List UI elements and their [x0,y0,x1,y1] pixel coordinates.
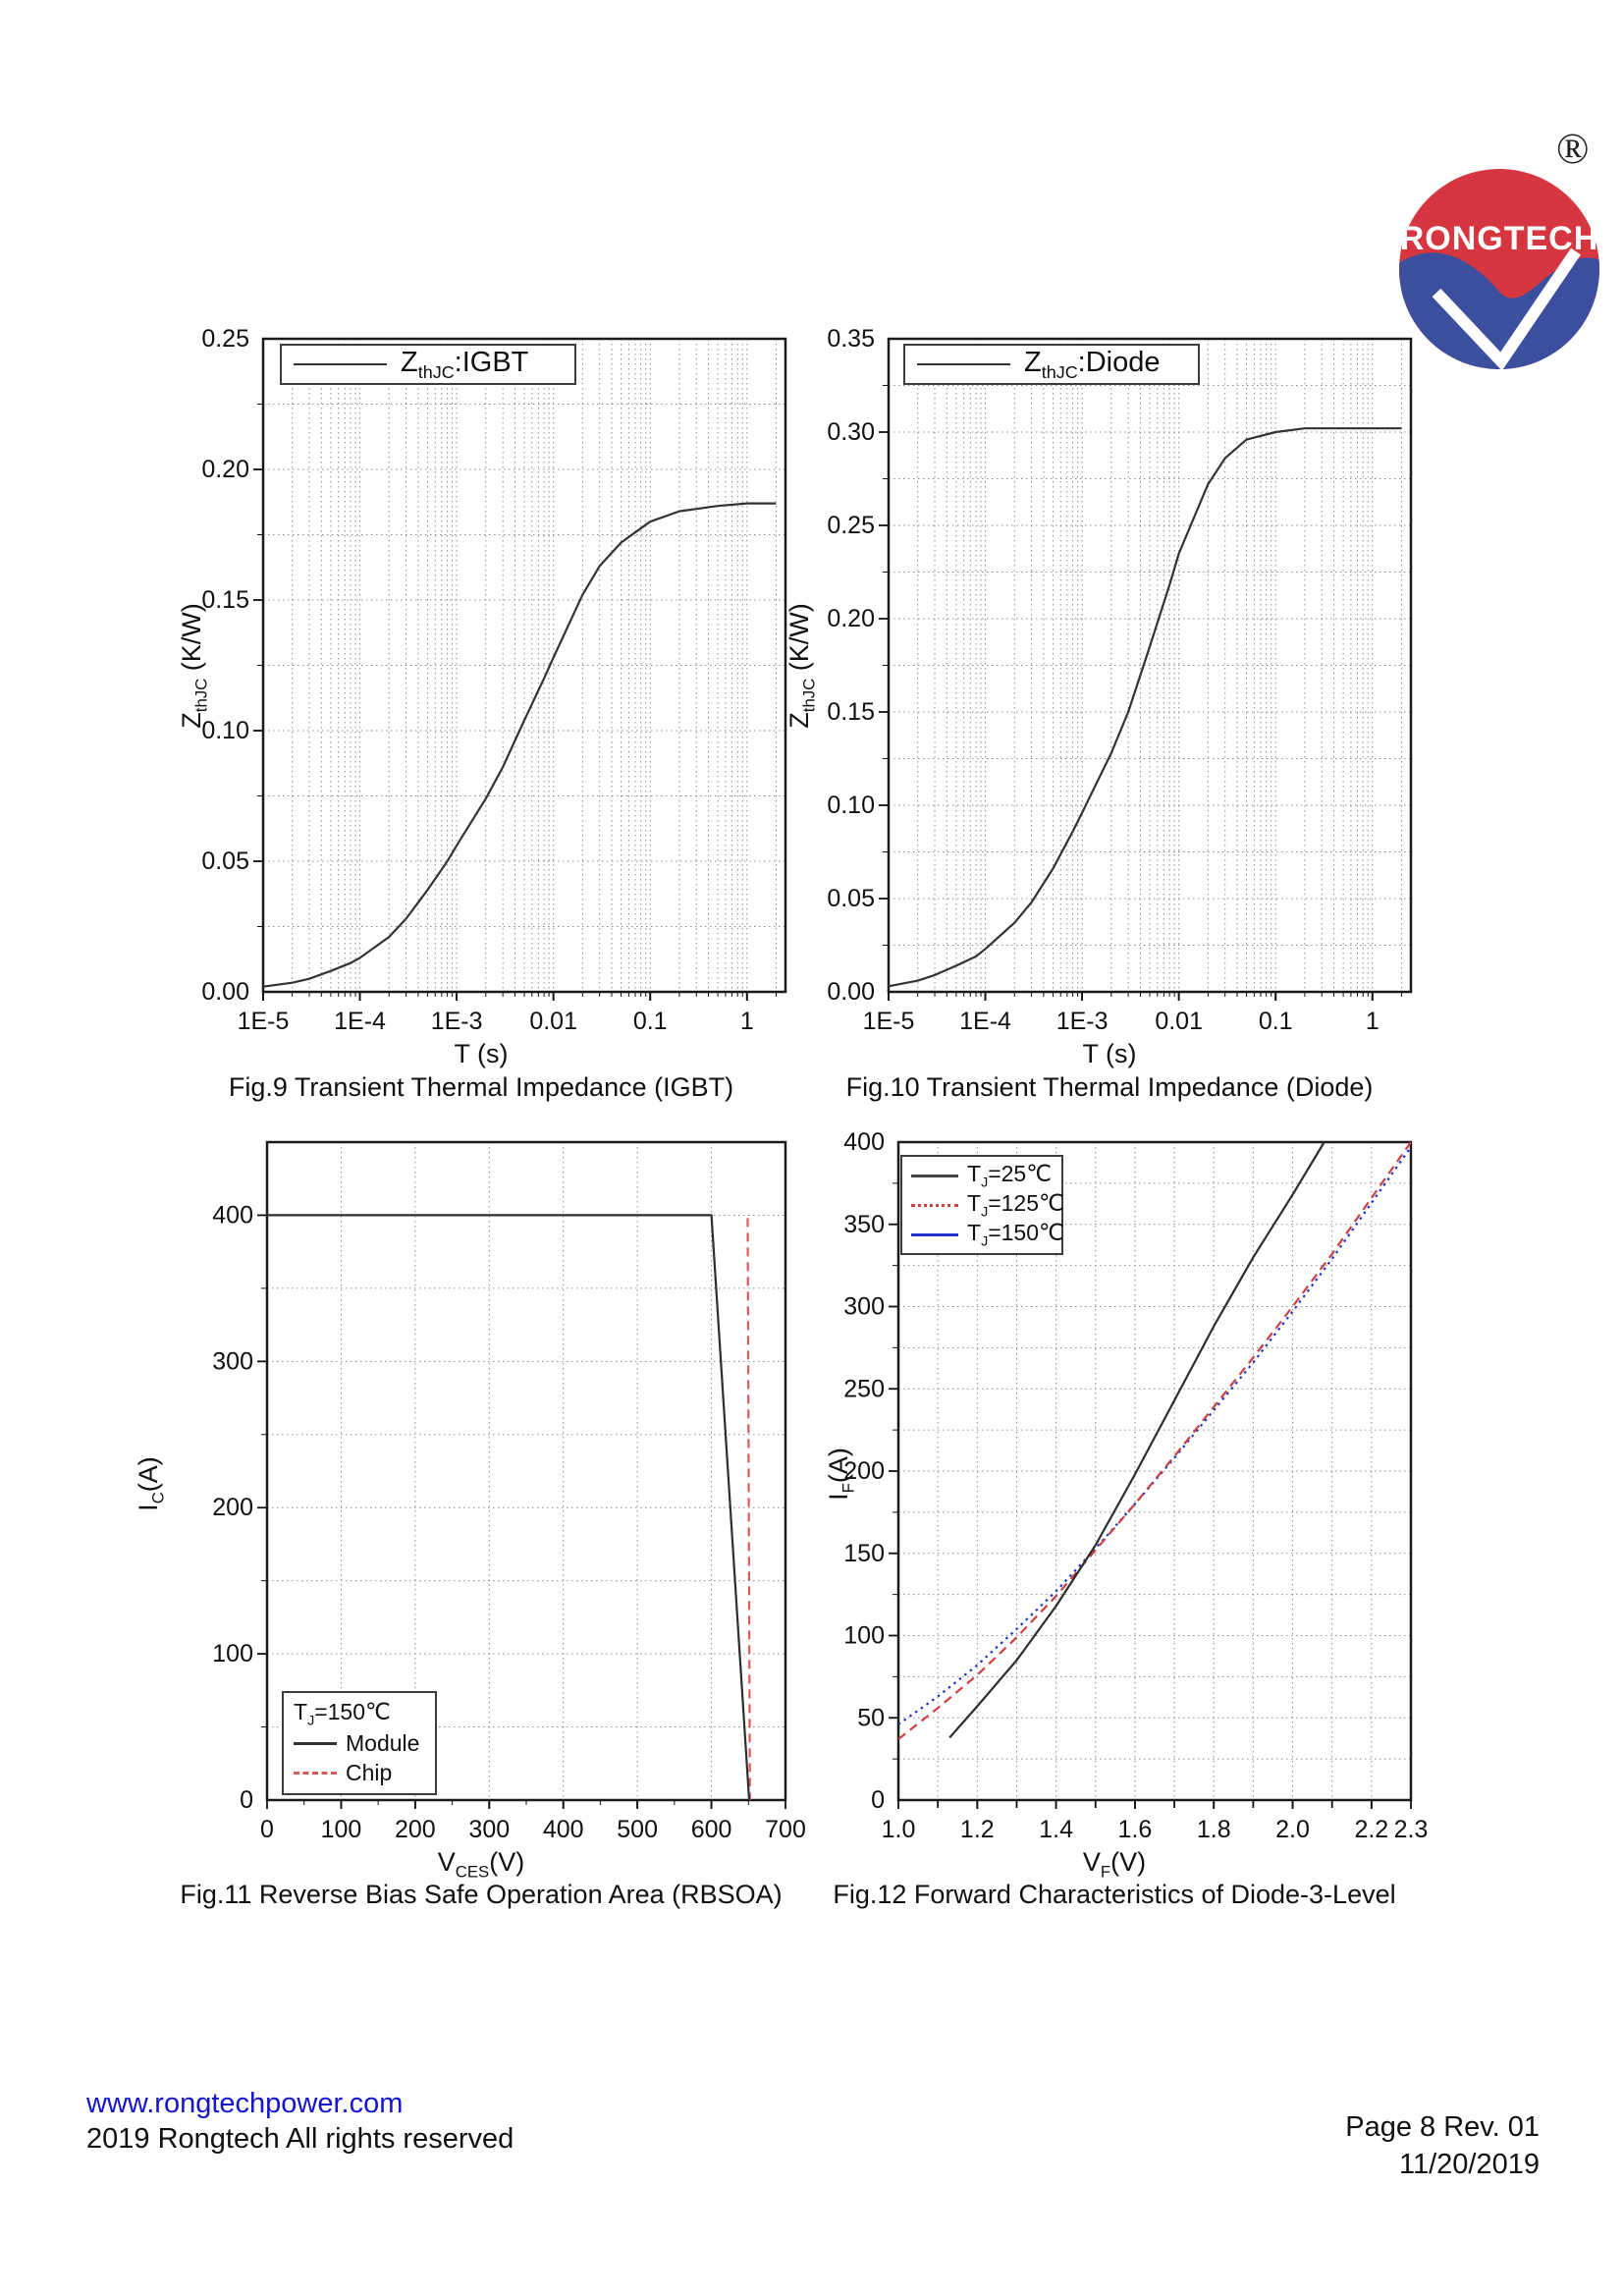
fig12-legend-item-150c: $T_J=150℃$ [911,1220,1053,1249]
svg-text:50: 50 [857,1704,885,1732]
fig12-x-axis-title: $V_F(V)$ [1082,1847,1147,1882]
fig12-caption: Fig.12 Forward Characteristics of Diode-3-Level [833,1880,1396,1909]
fig10-plot [776,324,1443,1056]
svg-text:400: 400 [542,1816,584,1843]
fig11-y-axis-title: $I_C(A)$ [134,1456,168,1511]
svg-text:0.00: 0.00 [201,978,249,1006]
svg-text:0: 0 [260,1816,274,1843]
svg-text:300: 300 [212,1347,253,1376]
svg-text:2.3: 2.3 [1393,1816,1429,1843]
svg-text:400: 400 [212,1201,253,1230]
svg-text:1E-4: 1E-4 [959,1008,1011,1035]
svg-text:0.20: 0.20 [201,456,249,483]
fig10-legend [903,344,1200,385]
svg-text:0.25: 0.25 [827,512,875,539]
svg-text:0: 0 [871,1786,885,1814]
svg-text:1E-5: 1E-5 [862,1008,915,1035]
svg-text:500: 500 [617,1816,659,1843]
svg-text:0.01: 0.01 [1155,1008,1204,1035]
svg-text:700: 700 [765,1816,806,1843]
svg-text:0.15: 0.15 [201,586,249,614]
svg-text:0: 0 [240,1786,253,1814]
fig9-legend [280,344,576,385]
svg-text:300: 300 [843,1292,885,1321]
fig9-legend-line-swatch [294,363,387,365]
fig9-y-axis-title: $Z_{thJC}$ (K/W) [177,603,211,729]
svg-text:1E-5: 1E-5 [237,1008,290,1035]
svg-text:0.15: 0.15 [827,698,875,726]
svg-text:1.2: 1.2 [959,1816,995,1843]
svg-text:1E-3: 1E-3 [1055,1008,1109,1035]
chart-fig12 [781,1127,1448,1933]
svg-text:600: 600 [690,1816,732,1843]
svg-text:100: 100 [212,1640,253,1668]
svg-text:1.6: 1.6 [1117,1816,1153,1843]
svg-text:0.10: 0.10 [827,792,875,819]
fig12-legend [900,1155,1063,1255]
fig11-legend [282,1691,437,1795]
tj25-line-swatch [911,1175,958,1177]
svg-text:0.10: 0.10 [201,717,249,744]
svg-text:250: 250 [843,1375,885,1403]
svg-text:0.00: 0.00 [827,978,875,1006]
fig10-y-axis-title: $Z_{thJC}$ (K/W) [784,603,819,729]
svg-text:0.1: 0.1 [1258,1008,1293,1035]
svg-text:350: 350 [843,1210,885,1238]
svg-text:1.8: 1.8 [1196,1816,1231,1843]
svg-text:200: 200 [843,1457,885,1485]
module-label: Module [346,1729,420,1756]
chart-fig11 [134,1127,815,1933]
website-link[interactable]: www.rongtechpower.com [86,2088,404,2119]
svg-text:200: 200 [212,1494,253,1522]
svg-text:0.05: 0.05 [827,885,875,912]
fig11-caption: Fig.11 Reverse Bias Safe Operation Area (RBSOA) [180,1880,783,1909]
module-line-swatch [294,1742,337,1745]
page-info: Page 8 Rev. 01 [1345,2111,1540,2143]
svg-text:1: 1 [1365,1008,1380,1035]
svg-text:0.30: 0.30 [827,418,875,446]
fig9-plot [147,324,819,1056]
svg-text:1.4: 1.4 [1039,1816,1073,1843]
svg-text:1E-3: 1E-3 [430,1008,483,1035]
chip-line-swatch [294,1772,337,1775]
registered-trademark-icon: ® [1556,125,1590,173]
series-ZthJC:Diode [889,428,1401,986]
svg-text:200: 200 [394,1816,436,1843]
fig11-x-axis-title: $V_{CES}(V)$ [437,1847,525,1882]
tj125-line-swatch [911,1204,958,1207]
series-Chip [748,1218,750,1800]
svg-text:2.2: 2.2 [1354,1816,1389,1843]
tj150-line-swatch [911,1233,958,1236]
chip-label: Chip [346,1759,393,1785]
revision-date: 11/20/2019 [1399,2149,1540,2180]
fig11-legend-item-chip [294,1758,425,1787]
fig9-x-axis-title: T (s) [454,1039,509,1068]
svg-text:0.1: 0.1 [632,1008,668,1035]
svg-text:1.0: 1.0 [881,1816,916,1843]
fig12-plot [781,1127,1448,1874]
svg-text:0.01: 0.01 [529,1008,578,1035]
svg-text:100: 100 [843,1621,885,1650]
fig10-caption: Fig.10 Transient Thermal Impedance (Diode) [845,1072,1374,1102]
svg-text:150: 150 [843,1539,885,1567]
svg-text:400: 400 [843,1128,885,1156]
svg-text:0.25: 0.25 [201,325,249,353]
fig12-legend-item-125c: $T_J=125℃$ [911,1190,1053,1220]
svg-text:1E-4: 1E-4 [334,1008,386,1035]
copyright-text: 2019 Rongtech All rights reserved [86,2123,514,2155]
svg-text:0.05: 0.05 [201,847,249,875]
svg-text:0.35: 0.35 [827,325,875,353]
svg-text:2.0: 2.0 [1275,1816,1310,1843]
chart-fig10 [776,324,1443,1110]
svg-text:300: 300 [468,1816,511,1843]
fig12-y-axis-title: $I_F(A)$ [824,1448,858,1501]
series-ZthJC:IGBT [263,504,776,987]
fig10-x-axis-title: T (s) [1082,1039,1137,1068]
fig10-legend-line-swatch [917,363,1010,365]
svg-text:100: 100 [320,1816,362,1843]
fig9-caption: Fig.9 Transient Thermal Impedance (IGBT) [228,1072,734,1102]
fig11-legend-title: $T_J=150℃$ [294,1698,391,1729]
logo-brand-text: RONGTECH [1399,220,1599,257]
svg-text:0.20: 0.20 [827,605,875,632]
svg-text:1: 1 [739,1008,754,1035]
fig9-legend-label: $Z_{thJC}:IGBT$ [401,346,529,382]
fig10-legend-label: $Z_{thJC}:Diode$ [1024,346,1161,382]
fig11-legend-item-module [294,1728,425,1758]
fig12-legend-item-25c: $T_J=25℃$ [911,1161,1053,1190]
fig11-plot [147,1127,815,1874]
chart-fig9 [147,324,819,1110]
